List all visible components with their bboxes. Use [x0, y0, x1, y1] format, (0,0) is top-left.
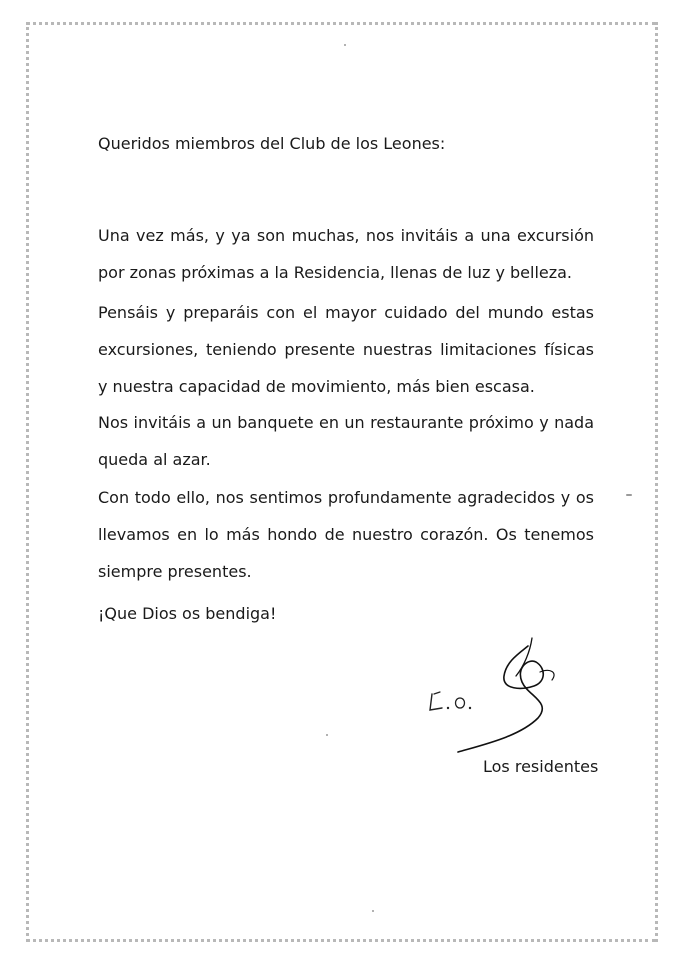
letter-closing: ¡Que Dios os bendiga! [98, 604, 277, 623]
letter-paragraph: Con todo ello, nos sentimos profundamente agradecidos y os llevamos en lo más hondo de nuestro corazón. Os tenemos siempre presentes. [98, 488, 594, 581]
letter-salutation: Queridos miembros del Club de los Leones: [98, 134, 446, 153]
dotted-border-bottom [26, 939, 656, 942]
scan-speck [326, 734, 328, 736]
letter-paragraph: Nos invitáis a un banquete en un restaurante próximo y nada queda al azar. [98, 413, 594, 469]
scan-speck [372, 910, 374, 912]
dotted-border-right [655, 22, 658, 942]
dotted-border-top [26, 22, 656, 25]
handwritten-signature [420, 632, 580, 762]
scan-speck [626, 494, 632, 496]
letter-paragraph: Una vez más, y ya son muchas, nos invitáis a una excursión por zonas próximas a la Residencia, llenas de luz y belleza. [98, 226, 594, 282]
letter-signoff: Los residentes [483, 757, 599, 776]
letter-paragraph: Pensáis y preparáis con el mayor cuidado del mundo estas excursiones, teniendo presente nuestras limitaciones físicas y nuestra capacidad de movimiento, más bien escasa. [98, 303, 594, 396]
dotted-border-left [26, 22, 29, 942]
scan-speck [344, 44, 346, 46]
